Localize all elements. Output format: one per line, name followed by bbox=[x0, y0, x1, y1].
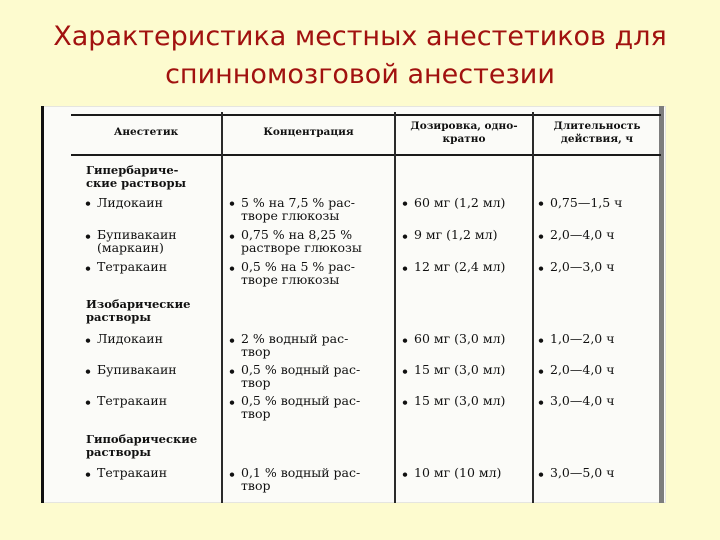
scan-edge-left bbox=[41, 106, 44, 503]
row-concentration bbox=[241, 394, 360, 420]
concentration-line-2: твор bbox=[241, 478, 271, 493]
header-dose-line-2: кратно bbox=[442, 133, 486, 145]
bullet: • bbox=[84, 364, 92, 379]
header-concentration: Концентрация bbox=[263, 126, 354, 138]
row-concentration bbox=[241, 228, 362, 254]
row-concentration bbox=[241, 466, 360, 492]
header-duration bbox=[534, 120, 660, 146]
column-divider-3 bbox=[532, 112, 534, 503]
row-duration: 0,75—1,5 ч bbox=[550, 195, 623, 210]
column-divider-2 bbox=[394, 112, 396, 503]
bullet: • bbox=[84, 395, 92, 410]
group-title-line-1: Изобарические bbox=[86, 297, 191, 311]
bullet: • bbox=[537, 333, 545, 348]
bullet: • bbox=[537, 364, 545, 379]
group-title-line-2: растворы bbox=[86, 310, 151, 324]
bullet: • bbox=[537, 467, 545, 482]
row-duration: 1,0—2,0 ч bbox=[550, 331, 615, 346]
row-anesthetic: Лидокаин bbox=[97, 195, 163, 210]
row-dose: 60 мг (3,0 мл) bbox=[414, 331, 506, 346]
slide-title bbox=[0, 18, 720, 94]
row-anesthetic: Тетракаин bbox=[97, 465, 168, 480]
row-anesthetic: Тетракаин bbox=[97, 393, 168, 408]
table-top-rule bbox=[71, 114, 661, 116]
bullet: • bbox=[401, 364, 409, 379]
bullet: • bbox=[401, 196, 409, 211]
group-title-isobaric bbox=[86, 298, 190, 324]
scanned-table bbox=[41, 106, 666, 503]
concentration-line-2: твор bbox=[241, 344, 271, 359]
anesthetic-line-1: Бупивакаин bbox=[97, 227, 177, 242]
bullet: • bbox=[537, 395, 545, 410]
scan-edge-right bbox=[659, 106, 664, 503]
row-duration: 3,0—5,0 ч bbox=[550, 465, 615, 480]
bullet: • bbox=[84, 229, 92, 244]
bullet: • bbox=[537, 196, 545, 211]
header-dose bbox=[396, 120, 532, 146]
group-title-hyperbaric bbox=[86, 164, 186, 190]
row-duration: 2,0—4,0 ч bbox=[550, 362, 615, 377]
concentration-line-1: 2 % водный рас- bbox=[241, 331, 349, 346]
row-duration: 2,0—4,0 ч bbox=[550, 227, 615, 242]
header-duration-line-2: действия, ч bbox=[560, 133, 634, 145]
concentration-line-2: растворе глюкозы bbox=[241, 240, 362, 255]
bullet: • bbox=[401, 261, 409, 276]
row-dose: 15 мг (3,0 мл) bbox=[414, 362, 506, 377]
bullet: • bbox=[401, 229, 409, 244]
bullet: • bbox=[401, 467, 409, 482]
bullet: • bbox=[228, 467, 236, 482]
concentration-line-1: 0,5 % на 5 % рас- bbox=[241, 259, 355, 274]
concentration-line-1: 0,75 % на 8,25 % bbox=[241, 227, 353, 242]
group-title-hypobaric bbox=[86, 433, 197, 459]
slide-title-line-1: Характеристика местных анестетиков для bbox=[53, 21, 667, 52]
concentration-line-2: твор bbox=[241, 375, 271, 390]
header-anesthetic: Анестетик bbox=[113, 126, 179, 138]
row-concentration bbox=[241, 260, 355, 286]
row-dose: 10 мг (10 мл) bbox=[414, 465, 502, 480]
group-title-line-1: Гипобарические bbox=[86, 432, 198, 446]
bullet: • bbox=[401, 395, 409, 410]
bullet: • bbox=[228, 333, 236, 348]
header-duration-line-1: Длительность bbox=[553, 120, 641, 132]
bullet: • bbox=[537, 261, 545, 276]
row-duration: 3,0—4,0 ч bbox=[550, 393, 615, 408]
concentration-line-1: 5 % на 7,5 % рас- bbox=[241, 195, 355, 210]
group-title-line-2: растворы bbox=[86, 445, 151, 459]
concentration-line-2: творе глюкозы bbox=[241, 208, 340, 223]
row-dose: 15 мг (3,0 мл) bbox=[414, 393, 506, 408]
row-dose: 60 мг (1,2 мл) bbox=[414, 195, 506, 210]
concentration-line-1: 0,1 % водный рас- bbox=[241, 465, 361, 480]
row-dose: 12 мг (2,4 мл) bbox=[414, 259, 506, 274]
bullet: • bbox=[84, 467, 92, 482]
row-duration: 2,0—3,0 ч bbox=[550, 259, 615, 274]
concentration-line-2: творе глюкозы bbox=[241, 272, 340, 287]
row-concentration bbox=[241, 363, 360, 389]
anesthetic-line-2: (маркаин) bbox=[97, 240, 164, 255]
bullet: • bbox=[228, 364, 236, 379]
row-anesthetic: Тетракаин bbox=[97, 259, 168, 274]
bullet: • bbox=[84, 196, 92, 211]
header-dose-line-1: Дозировка, одно- bbox=[410, 120, 518, 132]
bullet: • bbox=[84, 333, 92, 348]
row-anesthetic: Бупивакаин bbox=[97, 362, 177, 377]
bullet: • bbox=[228, 229, 236, 244]
row-concentration bbox=[241, 332, 348, 358]
group-title-line-2: ские растворы bbox=[86, 176, 187, 190]
bullet: • bbox=[84, 261, 92, 276]
bullet: • bbox=[228, 261, 236, 276]
table-header-rule bbox=[71, 154, 661, 156]
row-dose: 9 мг (1,2 мл) bbox=[414, 227, 498, 242]
row-concentration bbox=[241, 196, 355, 222]
column-divider-1 bbox=[221, 112, 223, 503]
bullet: • bbox=[228, 395, 236, 410]
row-anesthetic: Лидокаин bbox=[97, 331, 163, 346]
bullet: • bbox=[228, 196, 236, 211]
bullet: • bbox=[401, 333, 409, 348]
group-title-line-1: Гипербариче- bbox=[86, 163, 179, 177]
bullet: • bbox=[537, 229, 545, 244]
slide-title-line-2: спинномозговой анестезии bbox=[165, 59, 555, 90]
row-anesthetic bbox=[97, 228, 177, 254]
concentration-line-2: твор bbox=[241, 406, 271, 421]
concentration-line-1: 0,5 % водный рас- bbox=[241, 393, 361, 408]
concentration-line-1: 0,5 % водный рас- bbox=[241, 362, 361, 377]
